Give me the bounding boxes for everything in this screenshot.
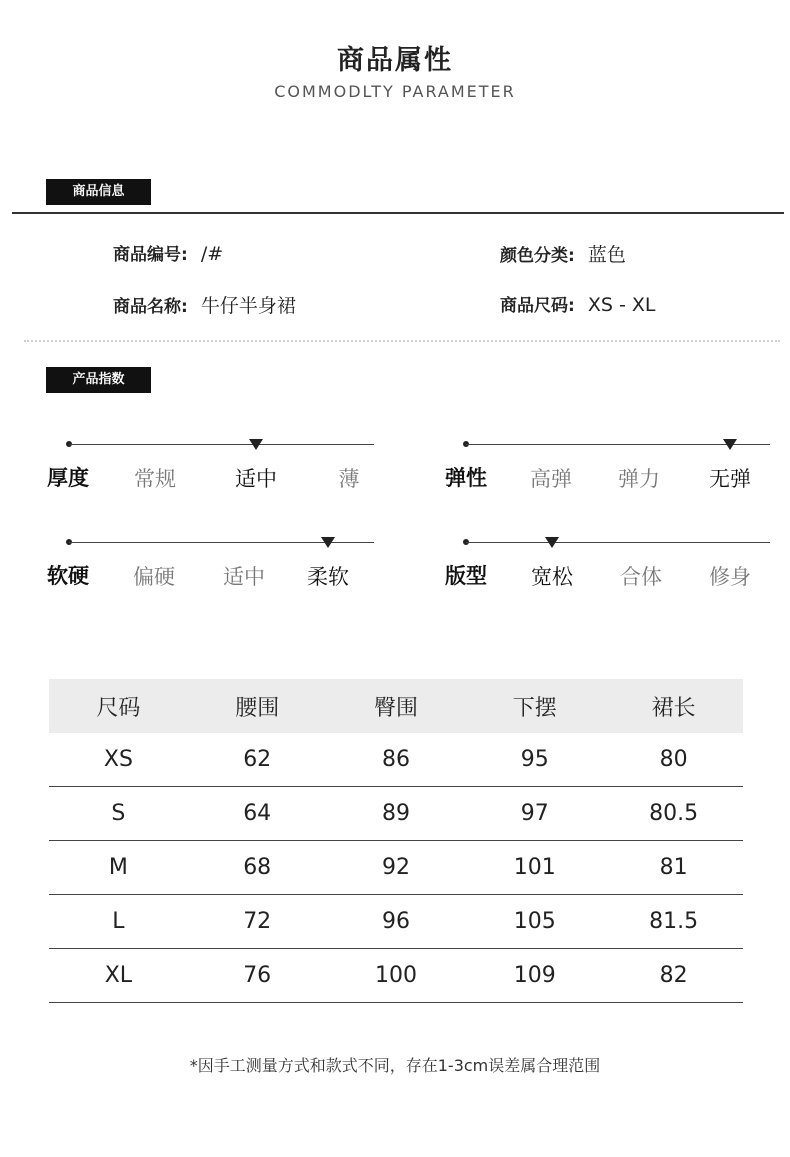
scale-option: 适中 xyxy=(223,565,265,589)
table-cell: 101 xyxy=(465,841,604,895)
table-cell: L xyxy=(49,895,188,949)
table-cell: XS xyxy=(49,733,188,787)
table-row xyxy=(49,787,743,841)
info-item-sku xyxy=(113,240,223,265)
measurement-note: *因手工测量方式和款式不同，存在1-3cm误差属合理范围 xyxy=(189,1056,601,1075)
table-cell: 97 xyxy=(465,787,604,841)
table-cell: S xyxy=(49,787,188,841)
info-label: 商品尺码: xyxy=(500,296,575,316)
info-value: 牛仔半身裙 xyxy=(200,295,296,317)
scale-marker-icon xyxy=(545,537,559,548)
table-cell: 82 xyxy=(604,949,743,1003)
page-title: 商品属性 xyxy=(337,45,453,76)
scale-fit xyxy=(395,528,790,598)
table-header-cell: 尺码 xyxy=(49,679,188,733)
table-cell: 80.5 xyxy=(604,787,743,841)
table-cell: 81.5 xyxy=(604,895,743,949)
scale-softness xyxy=(0,528,395,598)
size-table xyxy=(49,679,743,1003)
table-header-cell: 下摆 xyxy=(465,679,604,733)
table-cell: 81 xyxy=(604,841,743,895)
table-cell: XL xyxy=(49,949,188,1003)
scale-name: 版型 xyxy=(445,564,487,588)
scale-line xyxy=(466,542,770,543)
scale-option: 柔软 xyxy=(307,565,349,589)
page-subtitle: COMMODLTY PARAMETER xyxy=(274,82,516,101)
table-header-row xyxy=(49,679,743,733)
info-value: /# xyxy=(200,243,224,265)
scale-option: 高弹 xyxy=(530,467,572,491)
table-cell: 62 xyxy=(188,733,327,787)
table-row xyxy=(49,733,743,787)
table-cell: 68 xyxy=(188,841,327,895)
info-value: XS - XL xyxy=(587,294,656,316)
table-cell: 64 xyxy=(188,787,327,841)
scale-option: 无弹 xyxy=(709,467,751,491)
scale-option: 弹力 xyxy=(618,467,660,491)
info-value: 蓝色 xyxy=(587,244,626,266)
table-cell: 96 xyxy=(327,895,466,949)
scale-marker-icon xyxy=(249,439,263,450)
scale-elasticity xyxy=(395,430,790,500)
info-label: 商品编号: xyxy=(113,245,188,265)
table-cell: 92 xyxy=(327,841,466,895)
scale-option: 合体 xyxy=(620,565,662,589)
table-cell: 86 xyxy=(327,733,466,787)
scale-thickness xyxy=(0,430,395,500)
table-cell: 109 xyxy=(465,949,604,1003)
scale-line xyxy=(69,444,374,445)
product-info-tag: 商品信息 xyxy=(46,179,151,205)
scale-option: 常规 xyxy=(134,467,176,491)
table-cell: 100 xyxy=(327,949,466,1003)
scale-option: 宽松 xyxy=(531,565,573,589)
table-cell: 80 xyxy=(604,733,743,787)
scale-option: 适中 xyxy=(235,467,277,491)
table-cell: 76 xyxy=(188,949,327,1003)
table-header-cell: 臀围 xyxy=(327,679,466,733)
dotted-divider xyxy=(24,340,780,342)
info-item-size xyxy=(500,291,656,316)
scale-option: 修身 xyxy=(709,565,751,589)
table-cell: 105 xyxy=(465,895,604,949)
table-cell: 95 xyxy=(465,733,604,787)
info-item-color xyxy=(500,240,626,267)
table-row xyxy=(49,895,743,949)
table-cell: 89 xyxy=(327,787,466,841)
table-header-cell: 裙长 xyxy=(604,679,743,733)
scale-option: 偏硬 xyxy=(133,565,175,589)
info-item-name xyxy=(113,291,296,318)
table-header-cell: 腰围 xyxy=(188,679,327,733)
scale-option: 薄 xyxy=(338,467,360,491)
indices-tag: 产品指数 xyxy=(46,367,151,393)
scale-name: 软硬 xyxy=(47,564,89,588)
table-row xyxy=(49,841,743,895)
scale-marker-icon xyxy=(723,439,737,450)
table-cell: M xyxy=(49,841,188,895)
scale-name: 弹性 xyxy=(445,466,487,490)
info-label: 商品名称: xyxy=(113,297,188,317)
scale-name: 厚度 xyxy=(47,466,89,490)
table-cell: 72 xyxy=(188,895,327,949)
info-label: 颜色分类: xyxy=(500,246,575,266)
table-row xyxy=(49,949,743,1003)
section-divider xyxy=(12,212,784,214)
scale-marker-icon xyxy=(321,537,335,548)
